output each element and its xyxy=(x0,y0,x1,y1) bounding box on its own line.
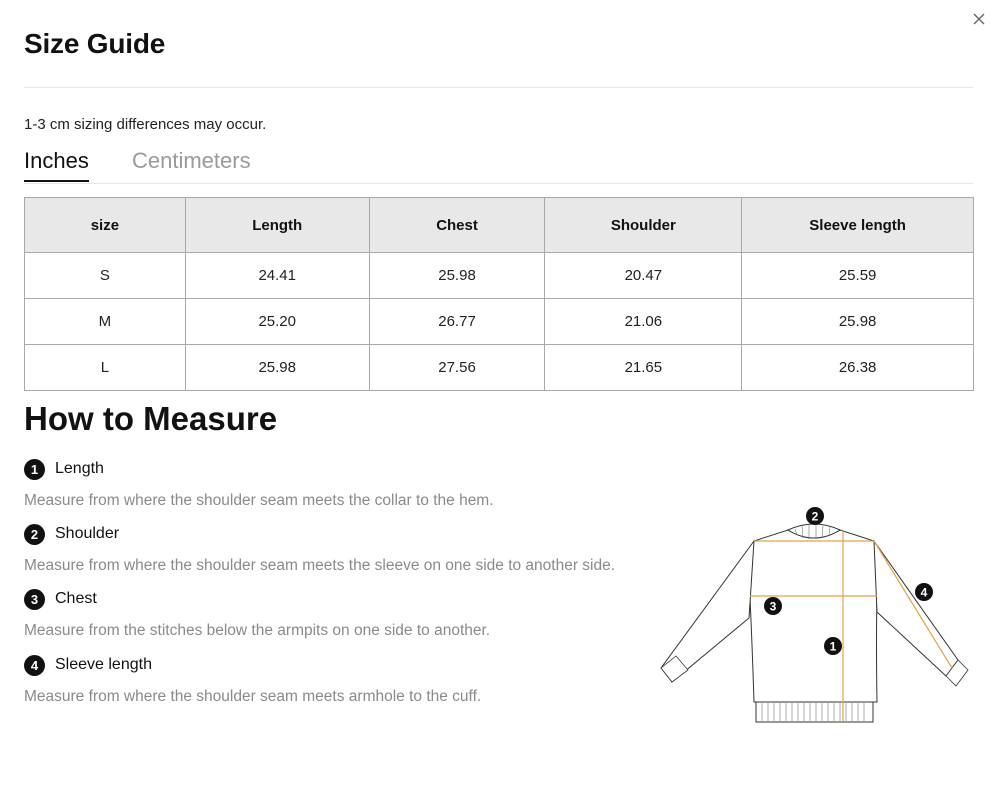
svg-text:2: 2 xyxy=(811,509,819,524)
cell-shoulder: 21.06 xyxy=(545,299,742,345)
number-4-icon: 4 xyxy=(24,655,45,676)
tab-inches[interactable]: Inches xyxy=(24,148,89,182)
step-shoulder xyxy=(24,523,119,545)
cell-sleeve-length: 26.38 xyxy=(742,345,974,391)
header-sleeve-length: Sleeve length xyxy=(742,198,974,253)
cell-chest: 25.98 xyxy=(369,253,545,299)
step-description: Measure from where the shoulder seam meets the sleeve on one side to another side. xyxy=(24,557,616,574)
close-button[interactable] xyxy=(968,8,990,30)
step-label: Length xyxy=(55,460,104,477)
cell-sleeve-length: 25.98 xyxy=(742,299,974,345)
svg-text:4: 4 xyxy=(920,585,928,600)
cell-size: M xyxy=(25,299,186,345)
unit-tabs xyxy=(24,146,973,184)
close-icon xyxy=(968,8,990,30)
svg-text:1: 1 xyxy=(829,639,837,654)
step-chest xyxy=(24,588,97,610)
table-row xyxy=(25,299,974,345)
step-description: Measure from where the shoulder seam meets armhole to the cuff. xyxy=(24,688,482,705)
step-description: Measure from the stitches below the armpits on one side to another. xyxy=(24,622,491,639)
marker-1 xyxy=(824,637,842,655)
cell-size: L xyxy=(25,345,186,391)
sizing-note: 1-3 cm sizing differences may occur. xyxy=(24,116,267,133)
cell-sleeve-length: 25.59 xyxy=(742,253,974,299)
cell-chest: 27.56 xyxy=(369,345,545,391)
size-table xyxy=(24,197,974,391)
header-length: Length xyxy=(185,198,369,253)
marker-4 xyxy=(915,583,933,601)
title-divider xyxy=(24,87,973,88)
marker-3 xyxy=(764,597,782,615)
sweater-outline xyxy=(750,530,877,702)
step-description: Measure from where the shoulder seam meets the collar to the hem. xyxy=(24,492,494,509)
svg-text:3: 3 xyxy=(769,599,777,614)
step-sleeve-length xyxy=(24,654,152,676)
cell-length: 25.20 xyxy=(185,299,369,345)
header-shoulder: Shoulder xyxy=(545,198,742,253)
header-chest: Chest xyxy=(369,198,545,253)
table-row xyxy=(25,345,974,391)
table-header-row xyxy=(25,198,974,253)
cell-length: 25.98 xyxy=(185,345,369,391)
marker-2 xyxy=(806,507,824,525)
cell-shoulder: 21.65 xyxy=(545,345,742,391)
step-label: Shoulder xyxy=(55,525,120,542)
table-row xyxy=(25,253,974,299)
sweater-measurement-diagram xyxy=(655,500,975,730)
how-to-measure-title: How to Measure xyxy=(24,400,278,437)
step-label: Chest xyxy=(55,590,97,607)
step-length xyxy=(24,458,104,480)
number-2-icon: 2 xyxy=(24,524,45,545)
step-label: Sleeve length xyxy=(55,656,152,673)
cell-size: S xyxy=(25,253,186,299)
page-title: Size Guide xyxy=(24,28,166,59)
sweater-hem xyxy=(756,702,873,722)
tab-centimeters[interactable]: Centimeters xyxy=(132,148,251,173)
cell-shoulder: 20.47 xyxy=(545,253,742,299)
number-1-icon: 1 xyxy=(24,459,45,480)
number-3-icon: 3 xyxy=(24,589,45,610)
cell-length: 24.41 xyxy=(185,253,369,299)
cell-chest: 26.77 xyxy=(369,299,545,345)
header-size: size xyxy=(25,198,186,253)
